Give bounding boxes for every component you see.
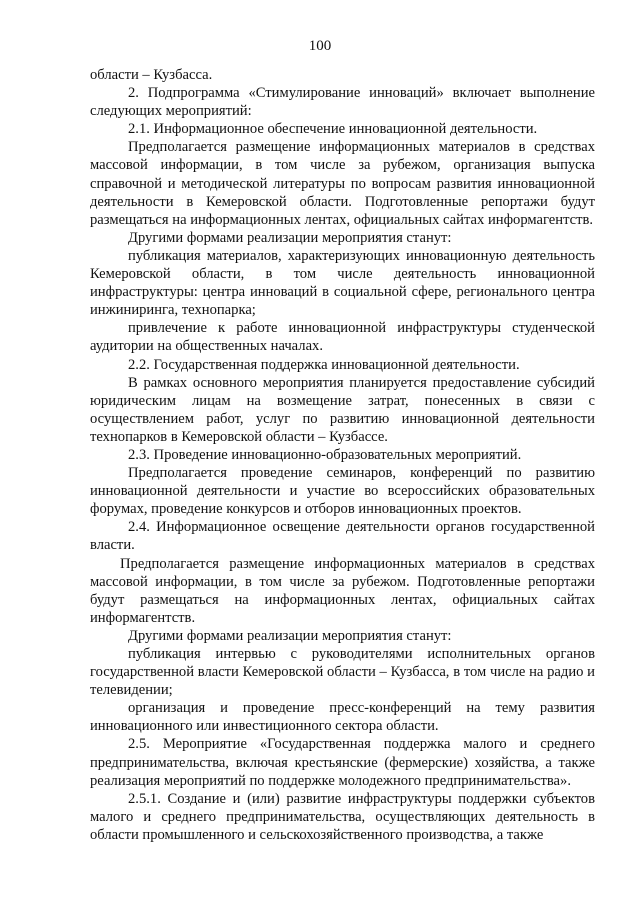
paragraph: В рамках основного мероприятия планируется предоставление субсидий юридическим лицам на возмещение затрат, понесенных в связи с осуществлением работ, услуг по развитию инновационной деятельности технопарков в Кемеровской области – Кузбассе. (90, 374, 595, 445)
section-heading: 2.4. Информационное освещение деятельности органов государственной власти. (90, 519, 595, 554)
paragraph: Другими формами реализации мероприятия станут: (128, 627, 452, 644)
list-item: публикация материалов, характеризующих инновационную деятельность Кемеровской области, в том числе деятельность инновационной инфраструктуры: центра инноваций в социальной сфере, регионального центра инжиниринга, технопарка; (90, 247, 595, 319)
list-item: публикация интервью с руководителями исполнительных органов государственной власти Кемеровской области – Кузбасса, в том числе на радио и телевидении; (90, 646, 595, 699)
section-heading: 2.5.1. Создание и (или) развитие инфраструктуры поддержки субъектов малого и среднего предпринимательства, осуществляющих деятельность в области промышленного и сельскохозяйственного производства, а также (90, 790, 595, 843)
list-item: организация и проведение пресс-конференций на тему развития инновационного или инвестиционного сектора области. (90, 700, 595, 735)
paragraph: области – Кузбасса. (90, 67, 213, 83)
section-heading: 2.2. Государственная поддержка инновационной деятельности. (128, 356, 520, 373)
list-item: привлечение к работе инновационной инфраструктуры студенческой аудитории на общественных началах. (90, 320, 595, 355)
paragraph: Предполагается размещение информационных материалов в средствах массовой информации, в том числе за рубежом. Подготовленные репортажи будут размещаться на информационных лентах, официальных сайтах информагентств. (90, 555, 595, 626)
page-number: 100 (308, 38, 332, 54)
section-heading: 2.5. Мероприятие «Государственная поддержка малого и среднего предпринимательства, включая крестьянские (фермерские) хозяйства, а также реализация мероприятий по поддержке молодежного предпринимательства». (90, 736, 595, 789)
paragraph: Предполагается проведение семинаров, конференций по развитию инновационной деятельности и участие во всероссийских образовательных форумах, проведение конкурсов и отборов инновационных проектов. (90, 465, 595, 518)
paragraph: 2. Подпрограмма «Стимулирование инноваций» включает выполнение следующих мероприятий: (90, 85, 595, 120)
section-heading: 2.3. Проведение инновационно-образовательных мероприятий. (128, 446, 522, 463)
section-heading: 2.1. Информационное обеспечение инновационной деятельности. (128, 121, 538, 138)
paragraph: Предполагается размещение информационных материалов в средствах массовой информации, в том числе за рубежом, организация выпуска справочной и методической литературы по вопросам развития инновационной деятельности в Кемеровской области. Подготовленные репортажи будут размещаться на информационных лентах, официальных сайтах информагентств. (90, 139, 595, 228)
paragraph: Другими формами реализации мероприятия станут: (128, 229, 452, 246)
document-body (90, 66, 595, 844)
